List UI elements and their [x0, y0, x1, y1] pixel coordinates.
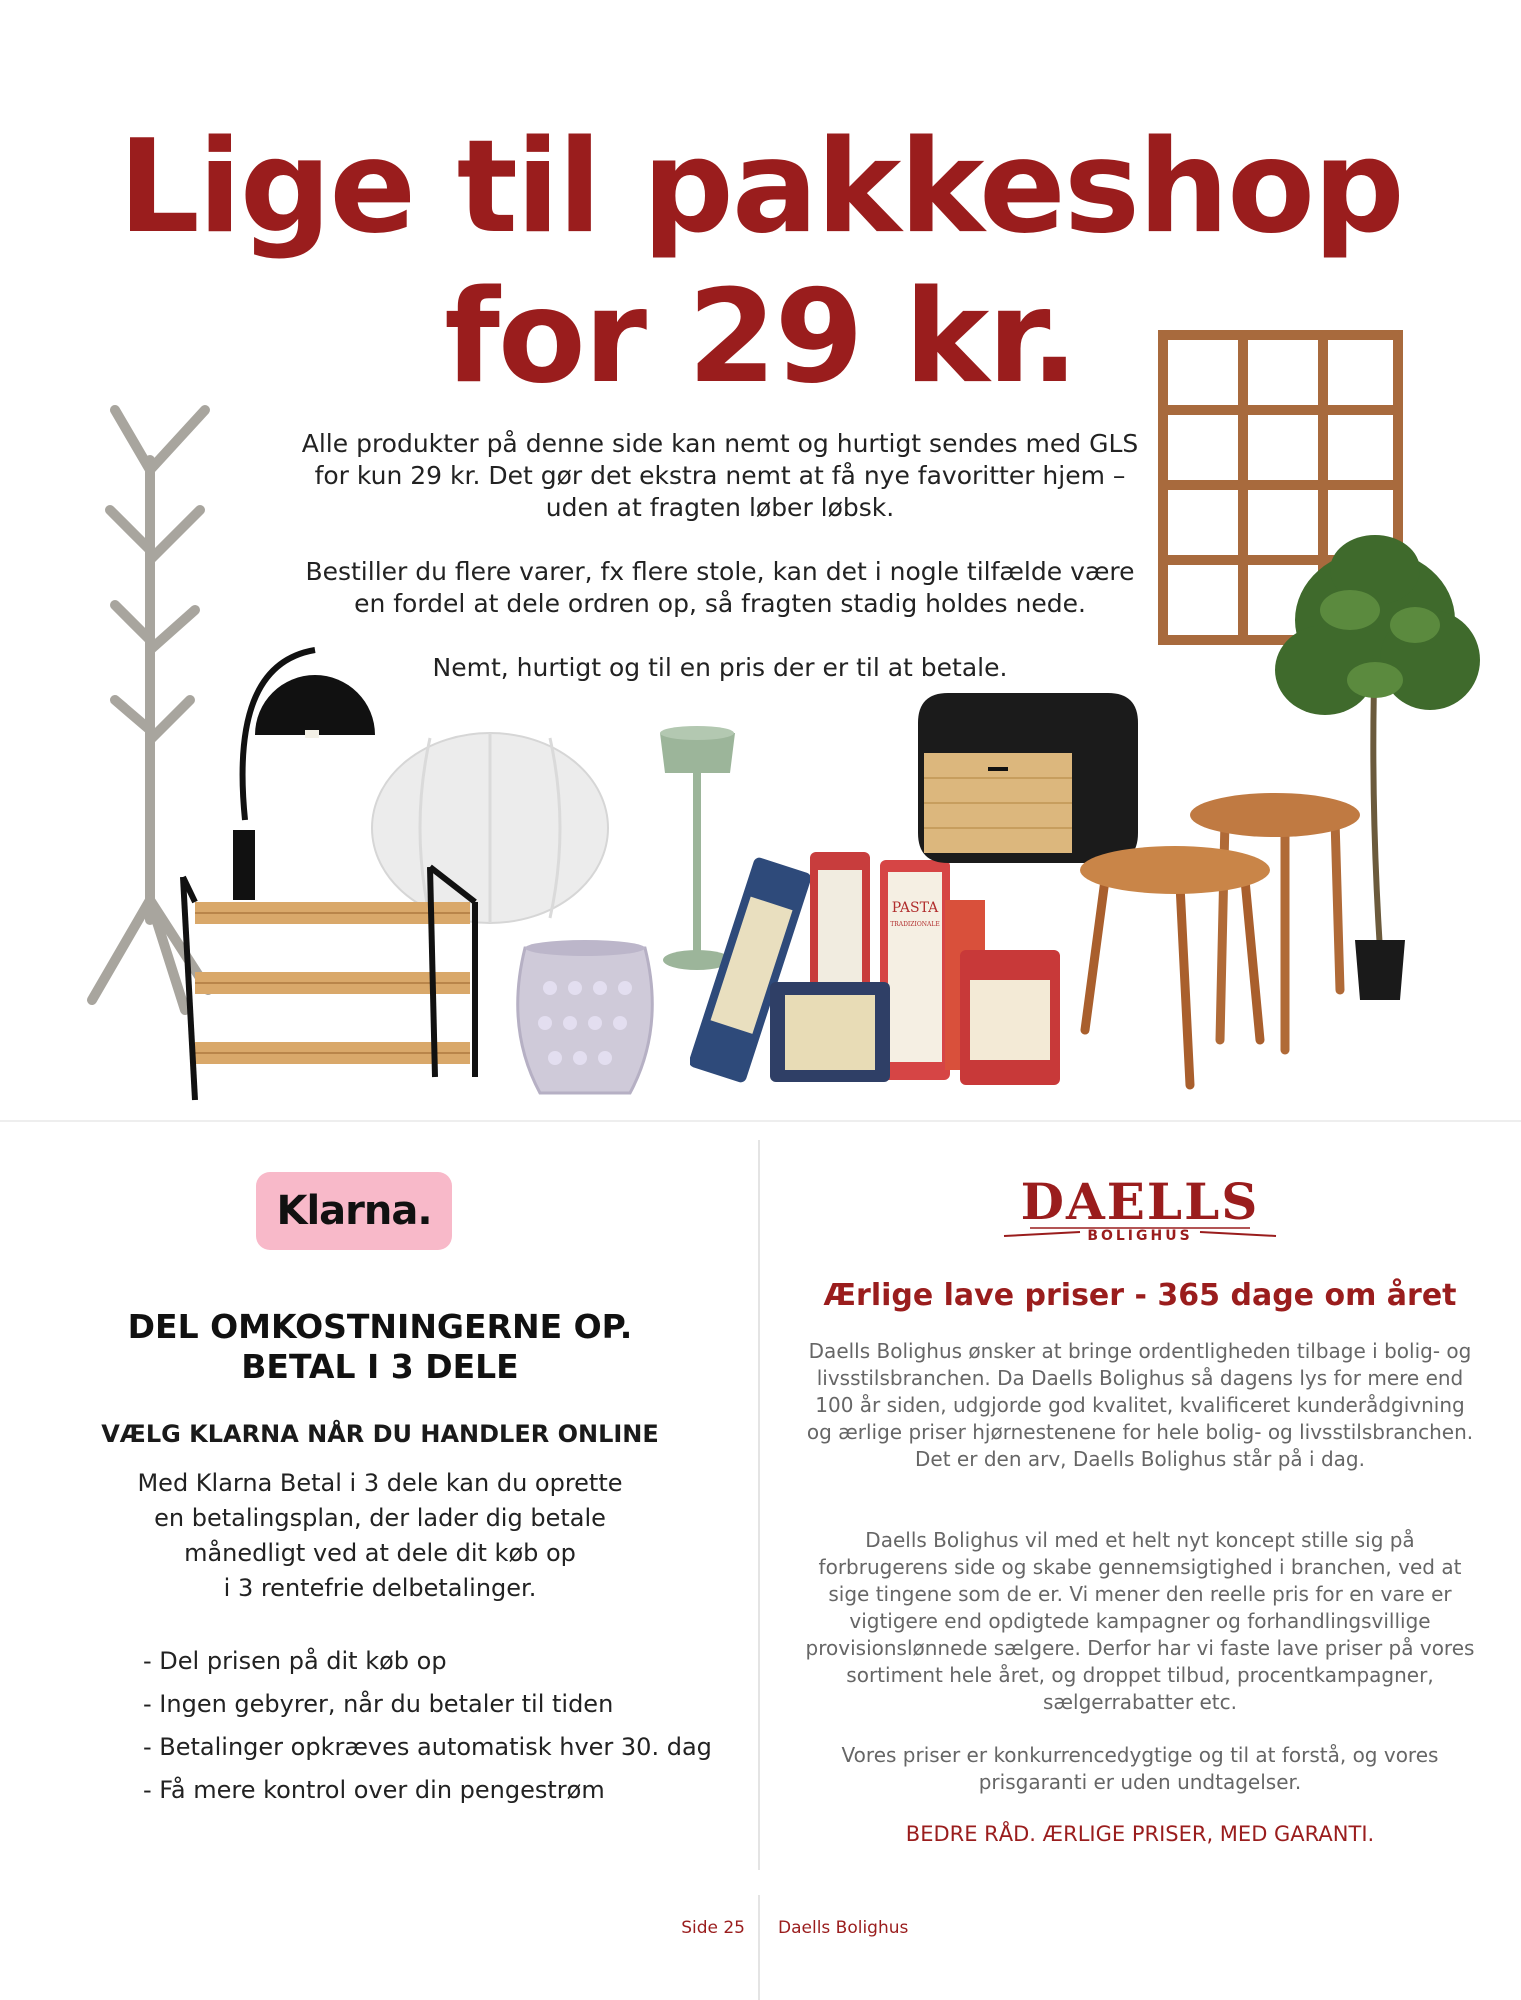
klarna-body-line: Med Klarna Betal i 3 dele kan du oprette — [137, 1469, 623, 1497]
klarna-heading-line-2: BETAL I 3 DELE — [241, 1347, 519, 1386]
pasta-tin-label: PASTA — [891, 900, 939, 916]
headline-line-1: Lige til pakkeshop — [118, 113, 1403, 262]
daells-paragraph-guarantee: Vores priser er konkurrencedygtige og til at forstå, og vores prisgaranti er uden undtagelser. — [841, 1743, 1439, 1794]
storage-tins-image — [690, 850, 1070, 1090]
wall-lamp-image — [225, 640, 375, 900]
column-divider — [758, 1140, 760, 1870]
klarna-logo: Klarna. — [256, 1172, 452, 1250]
intro-paragraph-shipping: Alle produkter på denne side kan nemt og hurtigt sendes med GLS for kun 29 kr. Det gør det ekstra nemt at få nye favoritter hjem – uden at fragten løber løbsk. — [301, 429, 1139, 522]
page-number: Side 25 — [681, 1918, 745, 1938]
daells-logo-name: DAELLS — [1020, 1172, 1260, 1231]
klarna-benefit-item: - Få mere kontrol over din pengestrøm — [143, 1776, 605, 1804]
klarna-body-line: månedligt ved at dele dit køb op — [184, 1539, 576, 1567]
glass-vase-image — [505, 938, 665, 1098]
daells-paragraph-history: Daells Bolighus ønsker at bringe ordentligheden tilbage i bolig- og livsstilsbranchen. Da Daells Bolighus så dagens lys for mere end 100 år siden, udgjorde god kvalitet, kvalificeret kunderådgivning og ærlige priser hjørnestenene for hele bolig- og livsstilsbranchen. Det er den arv, Daells Bolighus står på i dag. — [806, 1339, 1474, 1471]
klarna-body-line: en betalingsplan, der lader dig betale — [154, 1504, 606, 1532]
shoe-rack-image — [175, 862, 480, 1102]
section-divider — [0, 1120, 1521, 1122]
klarna-benefit-item: - Ingen gebyrer, når du betaler til tiden — [143, 1690, 614, 1718]
intro-paragraph-tagline: Nemt, hurtigt og til en pris der er til at betale. — [432, 653, 1008, 682]
daells-paragraph-concept: Daells Bolighus vil med et helt nyt koncept stille sig på forbrugerens side og skabe gennemsigtighed i branchen, ved at sige tingene som de er. Vi mener den reelle pris for en vare er vigtigere end opdigtede kampagner og forhandlingsvillige provisionslønnede sælgere. Derfor har vi faste lave priser på vores sortiment hele året, og droppet tilbud, procentkampagner, sælgerrabatter etc. — [805, 1528, 1475, 1714]
klarna-benefits-list — [143, 1640, 712, 1812]
daells-slogan: BEDRE RÅD. ÆRLIGE PRISER, MED GARANTI. — [905, 1822, 1375, 1846]
footer-brand: Daells Bolighus — [778, 1918, 909, 1938]
klarna-benefit-item: - Del prisen på dit køb op — [143, 1647, 447, 1675]
daells-heading: Ærlige lave priser - 365 dage om året — [823, 1278, 1457, 1313]
intro-paragraph-split-order: Bestiller du flere varer, fx flere stole, kan det i nogle tilfælde være en fordel at dele ordren op, så fragten stadig holdes nede. — [305, 557, 1135, 618]
footer-divider — [758, 1895, 760, 2000]
klarna-subheading: VÆLG KLARNA NÅR DU HANDLER ONLINE — [101, 1420, 659, 1448]
headline-line-2: for 29 kr. — [444, 263, 1077, 412]
klarna-body-line: i 3 rentefrie delbetalinger. — [223, 1574, 537, 1602]
klarna-heading-line-1: DEL OMKOSTNINGERNE OP. — [127, 1307, 633, 1346]
olive-tree-image — [1265, 530, 1490, 1005]
klarna-benefit-item: - Betalinger opkræves automatisk hver 30. dag — [143, 1733, 712, 1761]
pasta-tin-sublabel: TRADIZIONALE — [890, 921, 940, 928]
daells-logo-subtitle: BOLIGHUS — [1087, 1228, 1193, 1244]
